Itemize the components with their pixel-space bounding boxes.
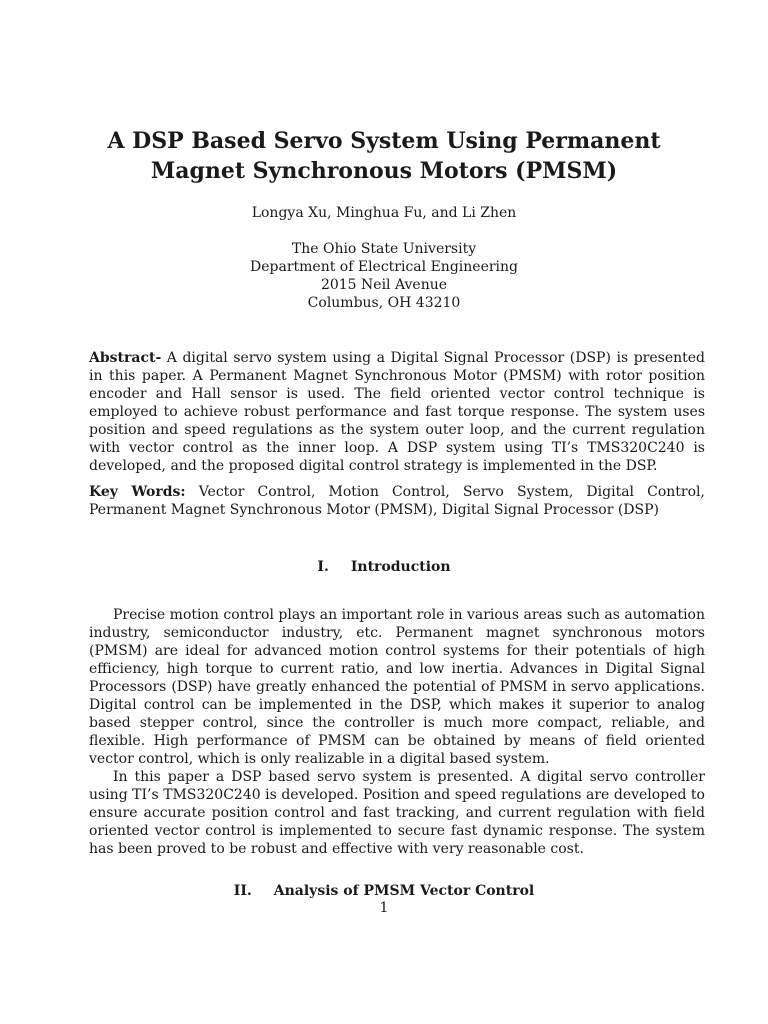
section-title: Analysis of PMSM Vector Control: [273, 883, 535, 899]
affiliation-city: Columbus, OH 43210: [307, 295, 461, 311]
section-heading-introduction: [80, 558, 688, 576]
paper-title: A DSP Based Servo System Using Permanent Magnet Synchronous Motors (PMSM): [107, 128, 661, 184]
body-paragraph: In this paper a DSP based servo system is presented. A digital servo controller using TI’s TMS320C240 is developed. Position and speed regulations are developed to ensure accurate position control and fast tracking, and current regulation with field oriented vector control is implemented to secure fast dynamic response. The system has been proved to be robust and effective with very reasonable cost.: [89, 769, 705, 857]
affiliation-institution: The Ohio State University: [291, 241, 477, 257]
section-number: I.: [317, 559, 329, 575]
keywords-label: Key Words:: [89, 484, 186, 500]
introduction-body: [89, 606, 705, 858]
section-number: II.: [233, 883, 252, 899]
page-number: 1: [379, 900, 389, 916]
affiliation-department: Department of Electrical Engineering: [250, 259, 518, 275]
affiliation-street: 2015 Neil Avenue: [320, 277, 448, 293]
abstract-label: Abstract-: [89, 350, 162, 366]
section-title: Introduction: [350, 559, 451, 575]
section-heading-analysis: [80, 882, 688, 900]
abstract-text: A digital servo system using a Digital Signal Processor (DSP) is presented in this paper. A Permanent Magnet Synchronous Motor (PMSM) with rotor position encoder and Hall sensor is used. The field oriented vector control technique is employed to achieve robust performance and fast torque response. The system uses position and speed regulations as the system outer loop, and the current regulation with vector control as the inner loop. A DSP system using TI’s TMS320C240 is developed, and the proposed digital control strategy is implemented in the DSP.: [89, 350, 705, 474]
affiliation-block: [80, 240, 688, 312]
keywords-paragraph: [89, 483, 705, 519]
body-paragraph: Precise motion control plays an important role in various areas such as automation industry, semiconductor industry, etc. Permanent magnet synchronous motors (PMSM) are ideal for advanced motion control systems for their potentials of high efficiency, high torque to current ratio, and low inertia. Advances in Digital Signal Processors (DSP) have greatly enhanced the potential of PMSM in servo applications. Digital control can be implemented in the DSP, which makes it superior to analog based stepper control, since the controller is much more compact, reliable, and flexible. High performance of PMSM can be obtained by means of field oriented vector control, which is only realizable in a digital based system.: [89, 607, 705, 767]
abstract-block: [89, 349, 705, 527]
abstract-paragraph: [89, 349, 705, 475]
keywords-text: Vector Control, Motion Control, Servo System, Digital Control, Permanent Magnet Synchronous Motor (PMSM), Digital Signal Processor (DSP): [89, 484, 705, 518]
author-list: Longya Xu, Minghua Fu, and Li Zhen: [251, 205, 517, 221]
